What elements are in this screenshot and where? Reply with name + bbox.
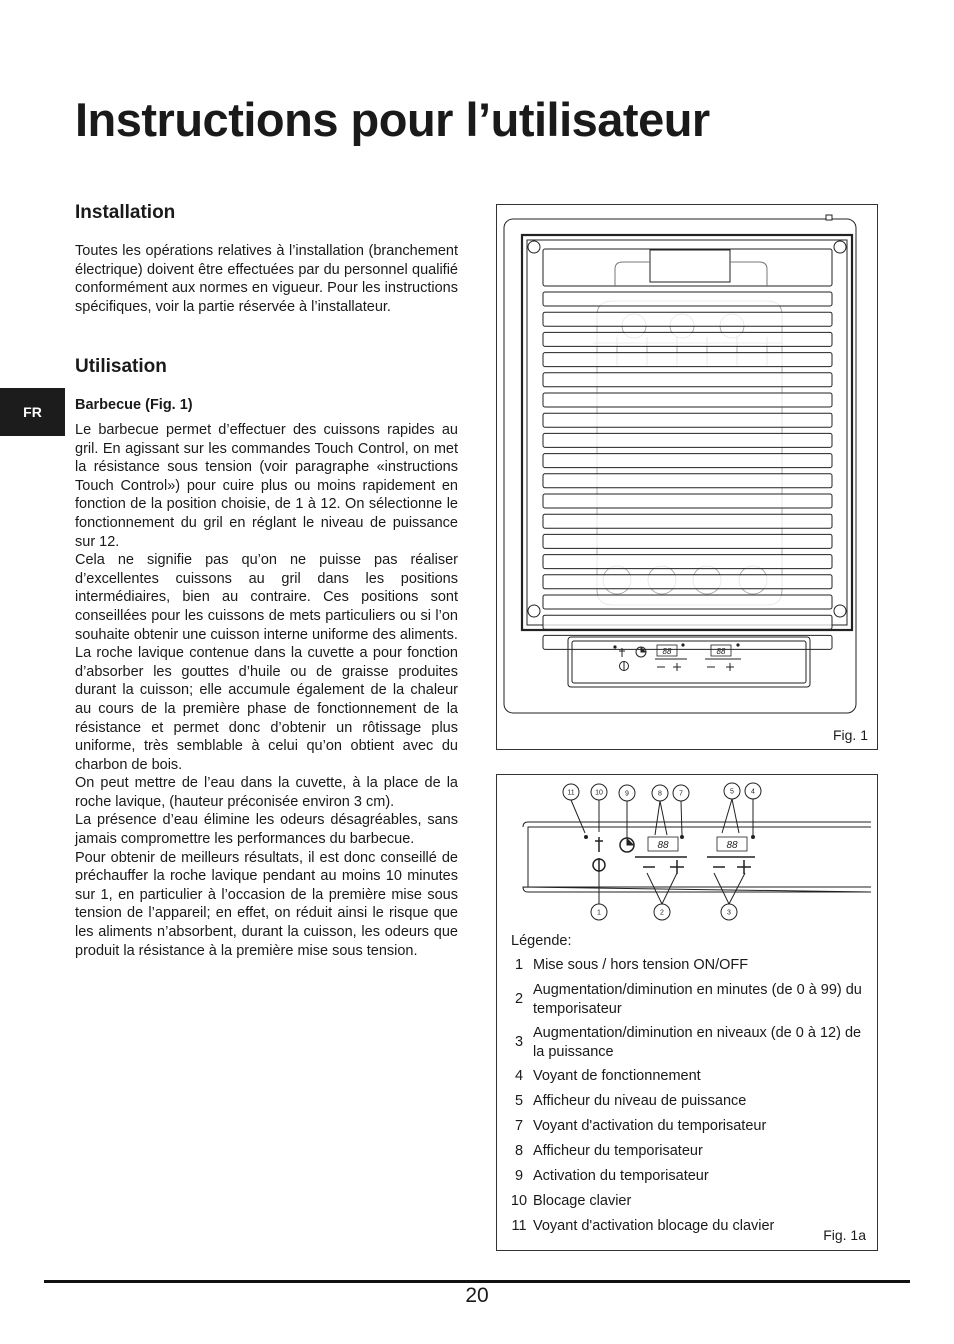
utilisation-paragraph: La roche lavique contenue dans la cuvette a pour fonction d’absorber les gouttes d’huile ou de graisse produites durant la cuisson; elle accumule également de la chaleur au cours de la première phase de fonctionnement de la résistance et permet donc d’obtenir un rôtissage plus uniforme, très semblable à celui qu’on obtient avec du charbon de bois.	[75, 645, 458, 773]
utilisation-paragraph: Cela ne signifie pas qu’on ne puisse pas réaliser d’excellentes cuissons au gril dans les positions intermédiaires, bien au contraire. Ces positions sont conseillées pour les cuissons de mets particuliers ou si l’on souhaite obtenir une cuisson interne uniforme des aliments.	[75, 552, 458, 643]
grill-bar	[543, 575, 832, 589]
legend-row	[505, 1064, 867, 1089]
legend-text: Voyant d'activation blocage du clavier	[533, 1218, 775, 1235]
grill-bar	[543, 292, 832, 306]
legend-text: Blocage clavier	[533, 1193, 632, 1210]
callout-2: 2	[660, 909, 664, 917]
power-display: 88	[716, 647, 726, 656]
grill-bar	[543, 393, 832, 407]
grill-bar	[543, 433, 832, 447]
legend-row	[505, 1164, 867, 1189]
page-number: 20	[465, 1284, 489, 1307]
legend-title: Légende:	[511, 933, 572, 949]
grill-bar	[543, 615, 832, 629]
grill-bar	[543, 332, 832, 346]
legend-number: 4	[514, 1068, 524, 1085]
control-panel-drawing	[497, 775, 877, 925]
callout-11: 11	[567, 789, 575, 797]
legend-number: 9	[514, 1168, 524, 1185]
figure-1	[496, 204, 878, 750]
legend-number: 3	[514, 1034, 524, 1051]
legend-row	[505, 1139, 867, 1164]
legend-text: Mise sous / hors tension ON/OFF	[533, 957, 749, 974]
legend-number: 10	[510, 1193, 528, 1210]
language-tab: FR	[0, 388, 65, 436]
grill-bars	[543, 292, 832, 649]
legend-number: 8	[514, 1143, 524, 1160]
legend-text: Voyant de fonctionnement	[533, 1068, 701, 1085]
grill-bar	[543, 373, 832, 387]
grill-bar	[543, 312, 832, 326]
utilisation-text	[75, 421, 458, 960]
callout-8: 8	[658, 790, 662, 798]
footer-rule	[44, 1280, 910, 1283]
callout-9: 9	[625, 790, 629, 798]
legend-table	[505, 953, 867, 1239]
callout-1: 1	[597, 909, 601, 917]
legend-row	[505, 1214, 867, 1239]
grill-bar	[543, 555, 832, 569]
page-title: Instructions pour l’utilisateur	[75, 93, 710, 146]
utilisation-heading: Utilisation	[75, 356, 167, 377]
legend-text: Augmentation/diminution en minutes (de 0 à 99) du temporisateur	[533, 981, 862, 1017]
callout-3: 3	[727, 909, 731, 917]
legend-row	[505, 978, 867, 1021]
grill-bar	[543, 454, 832, 468]
utilisation-paragraph: La présence d’eau élimine les odeurs désagréables, sans jamais compromettre les performances du barbecue.	[75, 812, 458, 848]
legend-text: Voyant d'activation du temporisateur	[533, 1118, 767, 1135]
utilisation-paragraph: On peut mettre de l’eau dans la cuvette, à la place de la roche lavique, (hauteur préconisée environ 3 cm).	[75, 775, 458, 810]
barbecue-drawing	[497, 205, 877, 749]
figure-1a-label: Fig. 1a	[823, 1227, 866, 1243]
legend-row	[505, 1089, 867, 1114]
utilisation-paragraph: Pour obtenir de meilleurs résultats, il est donc conseillé de préchauffer la roche lavique pendant au moins 10 minutes sur 1, en particulier à l’occasion de la première mise sous tension de l’appareil; en effet, on réduit ainsi le risque que les aliments n’absorbent, durant la cuisson, les odeurs que produit la résistance à la première mise sous tension.	[75, 849, 458, 959]
utilisation-paragraph: Le barbecue permet d’effectuer des cuissons rapides au gril. En agissant sur les commandes Touch Control, on met la résistance sous tension (voir paragraphe «instructions Touch Control») pour cuire plus ou moins rapidement en fonction de la position choisie, de 1 à 12. On sélectionne le fonctionnement du gril en réglant le niveau de puissance sur 12.	[75, 422, 458, 550]
grill-bar	[543, 413, 832, 427]
figure-1a	[496, 774, 878, 1251]
callout-4: 4	[751, 788, 755, 796]
installation-heading: Installation	[75, 202, 176, 223]
legend-number: 7	[514, 1118, 524, 1135]
timer-display: 88	[662, 647, 672, 656]
grill-bar	[543, 595, 832, 609]
legend-text: Afficheur du temporisateur	[533, 1143, 703, 1160]
grill-bar	[543, 474, 832, 488]
grill-bar	[543, 353, 832, 367]
grill-bar	[543, 494, 832, 508]
power-display: 88	[726, 840, 738, 851]
grill-bar	[543, 534, 832, 548]
legend-number: 1	[514, 957, 524, 974]
grill-bar	[543, 514, 832, 528]
legend-number: 11	[511, 1218, 527, 1235]
legend-text: Activation du temporisateur	[533, 1168, 709, 1185]
legend-row	[505, 1021, 867, 1064]
callout-7: 7	[679, 790, 683, 798]
callout-10: 10	[595, 789, 603, 797]
legend-row	[505, 953, 867, 978]
legend-text: Augmentation/diminution en niveaux (de 0 à 12) de la puissance	[533, 1024, 862, 1060]
barbecue-subheading: Barbecue (Fig. 1)	[75, 397, 193, 413]
legend-row	[505, 1189, 867, 1214]
legend-row	[505, 1114, 867, 1139]
timer-display: 88	[657, 840, 669, 851]
legend-number: 5	[514, 1093, 524, 1110]
installation-paragraph: Toutes les opérations relatives à l’installation (branchement électrique) doivent être effectuées par du personnel qualifié conformément aux normes en vigueur. Pour les instructions spécifiques, voir la partie réservée à l’installateur.	[75, 243, 458, 315]
installation-text	[75, 242, 458, 316]
figure-1-label: Fig. 1	[832, 727, 868, 743]
legend-text: Afficheur du niveau de puissance	[533, 1093, 747, 1110]
callout-5: 5	[730, 788, 734, 796]
legend-number: 2	[514, 991, 524, 1008]
